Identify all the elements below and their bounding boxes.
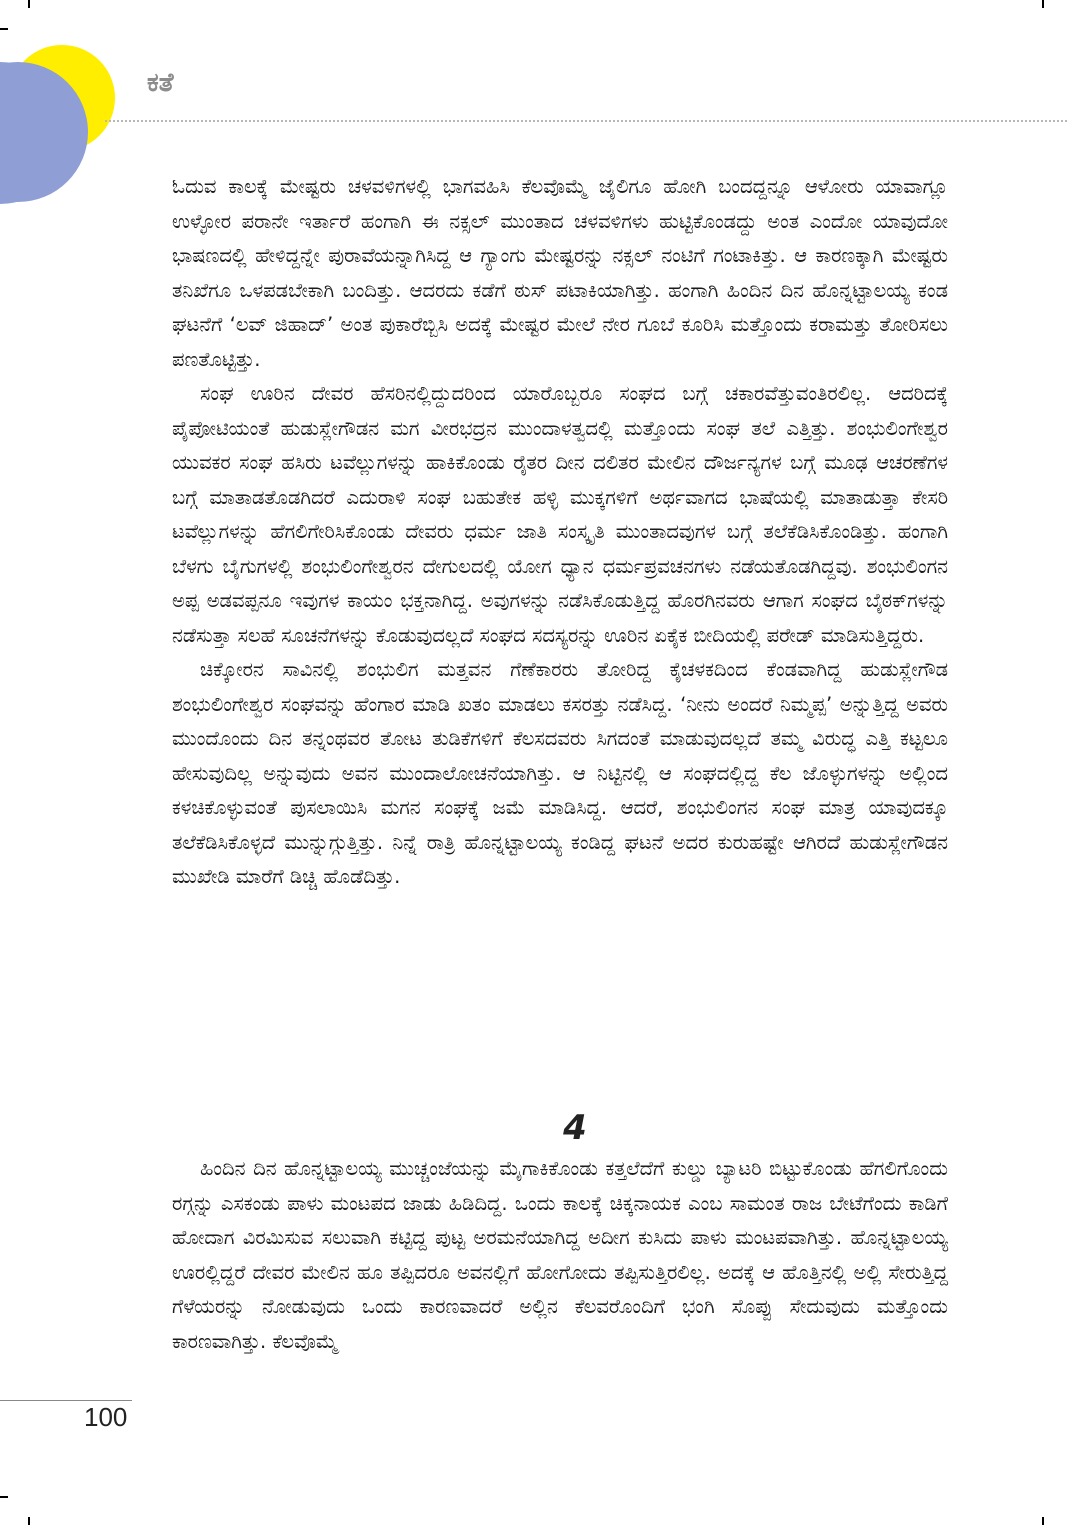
paragraph: ಸಂಘ ಊರಿನ ದೇವರ ಹೆಸರಿನಲ್ಲಿದ್ದುದರಿಂದ ಯಾರೊಬ್ಬರೂ ಸಂಘದ ಬಗ್ಗೆ ಚಕಾರವೆತ್ತುವಂತಿರಲಿಲ್ಲ. ಆದರಿದಕ್ಕೆ ಪೈಪೋಟಿಯಂತೆ ಹುಡುಸ್ಲೇಗೌಡನ ಮಗ ವೀರಭದ್ರನ ಮುಂದಾಳತ್ವದಲ್ಲಿ ಮತ್ತೊಂದು ಸಂಘ ತಲೆ ಎತ್ತಿತ್ತು. ಶಂಭುಲಿಂಗೇಶ್ವರ ಯುವಕರ ಸಂಘ ಹಸಿರು ಟವೆಲ್ಲುಗಳನ್ನು ಹಾಕಿಕೊಂಡು ರೈತರ ದೀನ ದಲಿತರ ಮೇಲಿನ ದೌರ್ಜನ್ಯಗಳ ಬಗ್ಗೆ ಮೂಢ ಆಚರಣೆಗಳ ಬಗ್ಗೆ ಮಾತಾಡತೊಡಗಿದರೆ ಎದುರಾಳಿ ಸಂಘ ಬಹುತೇಕ ಹಳ್ಳಿ ಮುಕ್ಕಗಳಿಗೆ ಅರ್ಥವಾಗದ ಭಾಷೆಯಲ್ಲಿ ಮಾತಾಡುತ್ತಾ ಕೇಸರಿ ಟವೆಲ್ಲುಗಳನ್ನು ಹೆಗಲಿಗೇರಿಸಿಕೊಂಡು ದೇವರು ಧರ್ಮ ಜಾತಿ ಸಂಸ್ಕೃತಿ ಮುಂತಾದವುಗಳ ಬಗ್ಗೆ ತಲೆಕೆಡಿಸಿಕೊಂಡಿತ್ತು. ಹಂಗಾಗಿ ಬೆಳಗು ಬೈಗುಗಳಲ್ಲಿ ಶಂಭುಲಿಂಗೇಶ್ವರನ ದೇಗುಲದಲ್ಲಿ ಯೋಗ ಧ್ಯಾನ ಧರ್ಮಪ್ರವಚನಗಳು ನಡೆಯತೊಡಗಿದ್ದವು. ಶಂಭುಲಿಂಗನ ಅಪ್ಪ ಅಡವಪ್ಪನೂ ಇವುಗಳ ಕಾಯಂ ಭಕ್ತನಾಗಿದ್ದ. ಅವುಗಳನ್ನು ನಡೆಸಿಕೊಡುತ್ತಿದ್ದ ಹೊರಗಿನವರು ಆಗಾಗ ಸಂಘದ ಬೈಠಕ್‌ಗಳನ್ನು ನಡೆಸುತ್ತಾ ಸಲಹೆ ಸೂಚನೆಗಳನ್ನು ಕೊಡುವುದಲ್ಲದೆ ಸಂಘದ ಸದಸ್ಯರನ್ನು ಊರಿನ ಏಕೈಕ ಬೀದಿಯಲ್ಲಿ ಪರೇಡ್ ಮಾಡಿಸುತ್ತಿದ್ದರು.	[172, 382, 948, 647]
crop-mark-bottom-right	[1042, 1517, 1044, 1525]
section-label: ಕತೆ	[147, 68, 174, 98]
decorative-circles	[0, 0, 130, 220]
body-text-part-2	[172, 1152, 948, 1359]
paragraph: ಓದುವ ಕಾಲಕ್ಕೆ ಮೇಷ್ಟರು ಚಳವಳಿಗಳಲ್ಲಿ ಭಾಗವಹಿಸಿ ಕೆಲವೊಮ್ಮೆ ಜೈಲಿಗೂ ಹೋಗಿ ಬಂದದ್ದನ್ನೂ ಆಳೋರು ಯಾವಾಗ್ಲೂ ಉಳ್ಳೋರ ಪರಾನೇ ಇರ್ತಾರೆ ಹಂಗಾಗಿ ಈ ನಕ್ಸಲ್ ಮುಂತಾದ ಚಳವಳಿಗಳು ಹುಟ್ಟಿಕೊಂಡದ್ದು ಅಂತ ಎಂದೋ ಯಾವುದೋ ಭಾಷಣದಲ್ಲಿ ಹೇಳಿದ್ದನ್ನೇ ಪುರಾವೆಯನ್ನಾಗಿಸಿದ್ದ ಆ ಗ್ಯಾಂಗು ಮೇಷ್ಟರನ್ನು ನಕ್ಸಲ್ ನಂಟಿಗೆ ಗಂಟಾಕಿತ್ತು. ಆ ಕಾರಣಕ್ಕಾಗಿ ಮೇಷ್ಟರು ತನಿಖೆಗೂ ಒಳಪಡಬೇಕಾಗಿ ಬಂದಿತ್ತು. ಆದರದು ಕಡೆಗೆ ಠುಸ್ ಪಟಾಕಿಯಾಗಿತ್ತು. ಹಂಗಾಗಿ ಹಿಂದಿನ ದಿನ ಹೊನ್ನಟ್ಟಾಲಯ್ಯ ಕಂಡ ಘಟನೆಗೆ ‘ಲವ್ ಜಿಹಾದ್’ ಅಂತ ಪುಕಾರೆಬ್ಬಿಸಿ ಅದಕ್ಕೆ ಮೇಷ್ಟರ ಮೇಲೆ ನೇರ ಗೂಬೆ ಕೂರಿಸಿ ಮತ್ತೊಂದು ಕರಾಮತ್ತು ತೋರಿಸಲು ಪಣತೊಟ್ಟಿತ್ತು.	[172, 175, 948, 371]
header-dotted-rule	[105, 120, 1067, 122]
paragraph: ಚಿಕ್ಕೋರನ ಸಾವಿನಲ್ಲಿ ಶಂಭುಲಿಗ ಮತ್ತವನ ಗೆಣೆಕಾರರು ತೋರಿದ್ದ ಕೈಚಳಕದಿಂದ ಕೆಂಡವಾಗಿದ್ದ ಹುಡುಸ್ಲೇಗೌಡ ಶಂಭುಲಿಂಗೇಶ್ವರ ಸಂಘವನ್ನು ಹೆಂಗಾರ ಮಾಡಿ ಖತಂ ಮಾಡಲು ಕಸರತ್ತು ನಡೆಸಿದ್ದ. ‘ನೀನು ಅಂದರೆ ನಿಮ್ಮಪ್ಪ’ ಅನ್ನುತ್ತಿದ್ದ ಅವರು ಮುಂದೊಂದು ದಿನ ತನ್ನಂಥವರ ತೋಟ ತುಡಿಕೆಗಳಿಗೆ ಕೆಲಸದವರು ಸಿಗದಂತೆ ಮಾಡುವುದಲ್ಲದೆ ತಮ್ಮ ವಿರುದ್ಧ ಎತ್ತಿ ಕಟ್ಟಲೂ ಹೇಸುವುದಿಲ್ಲ ಅನ್ನುವುದು ಅವನ ಮುಂದಾಲೋಚನೆಯಾಗಿತ್ತು. ಆ ನಿಟ್ಟಿನಲ್ಲಿ ಆ ಸಂಘದಲ್ಲಿದ್ದ ಕೆಲ ಜೊಳ್ಳುಗಳನ್ನು ಅಲ್ಲಿಂದ ಕಳಚಿಕೊಳ್ಳುವಂತೆ ಪುಸಲಾಯಿಸಿ ಮಗನ ಸಂಘಕ್ಕೆ ಜಮೆ ಮಾಡಿಸಿದ್ದ. ಆದರೆ, ಶಂಭುಲಿಂಗನ ಸಂಘ ಮಾತ್ರ ಯಾವುದಕ್ಕೂ ತಲೆಕೆಡಿಸಿಕೊಳ್ಳದೆ ಮುನ್ನುಗ್ಗುತ್ತಿತ್ತು. ನಿನ್ನೆ ರಾತ್ರಿ ಹೊನ್ನಟ್ಟಾಲಯ್ಯ ಕಂಡಿದ್ದ ಘಟನೆ ಅದರ ಕುರುಹಷ್ಟೇ ಆಗಿರದೆ ಹುಡುಸ್ಲೇಗೌಡನ ಮುಖೇಡಿ ಮಾರೆಗೆ ಡಿಚ್ಚಿ ಹೊಡೆದಿತ್ತು.	[172, 658, 948, 888]
paragraph: ಹಿಂದಿನ ದಿನ ಹೊನ್ನಟ್ಟಾಲಯ್ಯ ಮುಚ್ಚಂಜೆಯನ್ನು ಮೈಗಾಕಿಕೊಂಡು ಕತ್ತಲೆದೆಗೆ ಕುಲ್ಡು ಬ್ಯಾಟರಿ ಬಿಟ್ಟುಕೊಂಡು ಹೆಗಲಿಗೊಂದು ರಗ್ಗನ್ನು ಎಸಕಂಡು ಪಾಳು ಮಂಟಪದ ಜಾಡು ಹಿಡಿದಿದ್ದ. ಒಂದು ಕಾಲಕ್ಕೆ ಚಿಕ್ಕನಾಯಕ ಎಂಬ ಸಾಮಂತ ರಾಜ ಬೇಟೆಗೆಂದು ಕಾಡಿಗೆ ಹೋದಾಗ ವಿರಮಿಸುವ ಸಲುವಾಗಿ ಕಟ್ಟಿದ್ದ ಪುಟ್ಟ ಅರಮನೆಯಾಗಿದ್ದ ಅದೀಗ ಕುಸಿದು ಪಾಳು ಮಂಟಪವಾಗಿತ್ತು. ಹೊನ್ನಟ್ಟಾಲಯ್ಯ ಊರಲ್ಲಿದ್ದರೆ ದೇವರ ಮೇಲಿನ ಹೂ ತಪ್ಪಿದರೂ ಅವನಲ್ಲಿಗೆ ಹೋಗೋದು ತಪ್ಪಿಸುತ್ತಿರಲಿಲ್ಲ. ಅದಕ್ಕೆ ಆ ಹೊತ್ತಿನಲ್ಲಿ ಅಲ್ಲಿ ಸೇರುತ್ತಿದ್ದ ಗೆಳೆಯರನ್ನು ನೋಡುವುದು ಒಂದು ಕಾರಣವಾದರೆ ಅಲ್ಲಿನ ಕೆಲವರೊಂದಿಗೆ ಭಂಗಿ ಸೊಪ್ಪು ಸೇದುವುದು ಮತ್ತೊಂದು ಕಾರಣವಾಗಿತ್ತು. ಕೆಲವೊಮ್ಮೆ	[172, 1157, 948, 1353]
body-text-part-1	[172, 170, 948, 895]
crop-mark-top-right	[1042, 0, 1044, 8]
page-number: 100	[84, 1402, 128, 1432]
crop-mark-bottom-left	[28, 1517, 30, 1525]
chapter-number: 4	[563, 1108, 587, 1148]
footer-rule	[0, 1400, 132, 1401]
crop-mark-left-bottom	[0, 1496, 8, 1498]
